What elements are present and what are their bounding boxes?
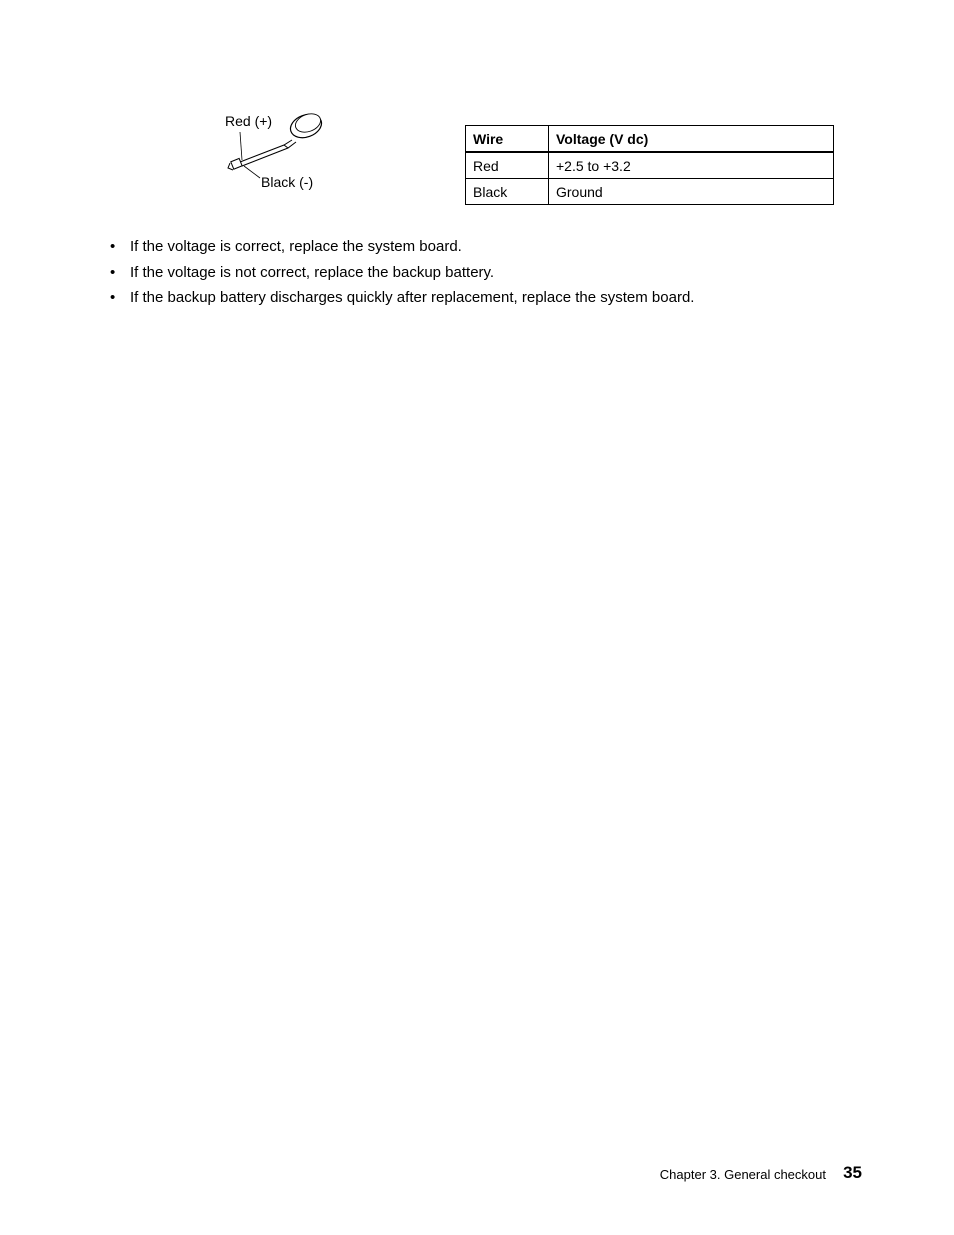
table-row <box>466 152 834 179</box>
page-footer <box>0 1163 862 1185</box>
bullet-icon: • <box>110 289 116 306</box>
backup-battery-figure <box>218 104 338 196</box>
list-item <box>108 262 868 288</box>
bullet-icon: • <box>110 263 116 281</box>
header-voltage: Voltage (V dc) <box>549 126 834 153</box>
list-item-text: If the voltage is correct, replace the system board. <box>130 238 462 255</box>
list-item <box>108 287 868 313</box>
table-row <box>466 179 834 205</box>
table-header-row <box>466 126 834 153</box>
header-wire: Wire <box>466 126 549 153</box>
list-item <box>108 236 868 262</box>
wire-voltage-table <box>465 125 834 205</box>
red-wire-label: Red (+) <box>225 113 273 129</box>
table-cell: +2.5 to +3.2 <box>549 152 834 179</box>
table-cell: Red <box>466 152 549 179</box>
list-item-text: If the backup battery discharges quickly after replacement, replace the system board. <box>130 289 695 306</box>
table-cell: Black <box>466 179 549 205</box>
instruction-list <box>108 236 868 313</box>
black-wire-label: Black (-) <box>261 174 314 190</box>
table-cell: Ground <box>549 179 834 205</box>
list-item-text: If the voltage is not correct, replace the backup battery. <box>130 263 495 281</box>
bullet-icon: • <box>110 238 116 255</box>
page-number: 35 <box>843 1163 862 1182</box>
chapter-title: Chapter 3. General checkout <box>659 1167 826 1182</box>
